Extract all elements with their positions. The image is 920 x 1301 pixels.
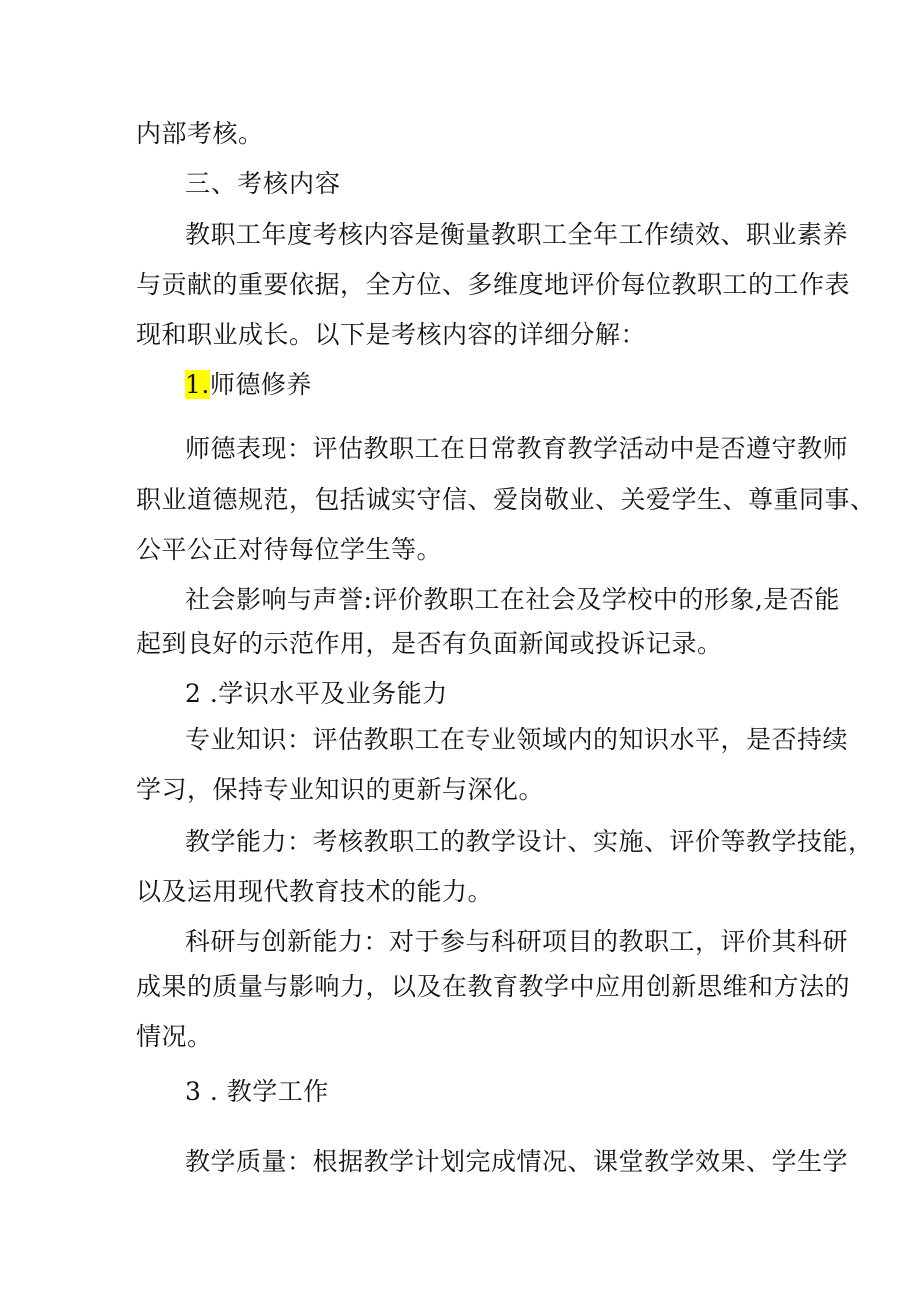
text-line: 社会影响与声誉:评价教职工在社会及学校中的形象,是否能	[185, 585, 840, 614]
text-line: 教学质量：根据教学计划完成情况、课堂教学效果、学生学	[185, 1147, 849, 1176]
text-line: 教职工年度考核内容是衡量教职工全年工作绩效、职业素养	[185, 220, 849, 249]
text-line: 专业知识：评估教职工在专业领域内的知识水平，是否持续	[185, 725, 849, 754]
section-heading: 三、考核内容	[185, 169, 342, 198]
text-line: 学习，保持专业知识的更新与深化。	[136, 775, 545, 804]
text-line: 现和职业成长。以下是考核内容的详细分解：	[136, 320, 647, 349]
text-line: 职业道德规范，包括诚实守信、爱岗敬业、关爱学生、尊重同事、	[136, 485, 876, 514]
text-line: 师德表现：评估教职工在日常教育教学活动中是否遵守教师	[185, 434, 849, 463]
text-line: 成果的质量与影响力，以及在教育教学中应用创新思维和方法的	[136, 972, 851, 1001]
text-line: 教学能力：考核教职工的教学设计、实施、评价等教学技能，	[185, 827, 874, 856]
item-1-title: 师德修养	[209, 370, 312, 399]
item-1-heading	[185, 368, 312, 402]
text-line: 以及运用现代教育技术的能力。	[136, 877, 494, 906]
highlighted-item-number: 1.	[185, 370, 210, 399]
text-line: 与贡献的重要依据，全方位、多维度地评价每位教职工的工作表	[136, 270, 851, 299]
text-line: 公平公正对待每位学生等。	[136, 535, 443, 564]
item-2-heading: 2 .学识水平及业务能力	[185, 679, 448, 708]
text-line: 情况。	[136, 1022, 213, 1051]
text-line: 起到良好的示范作用，是否有负面新闻或投诉记录。	[136, 629, 723, 658]
text-line: 内部考核。	[136, 119, 264, 148]
item-3-heading: 3 . 教学工作	[185, 1077, 329, 1106]
text-line: 科研与创新能力：对于参与科研项目的教职工，评价其科研	[185, 927, 849, 956]
